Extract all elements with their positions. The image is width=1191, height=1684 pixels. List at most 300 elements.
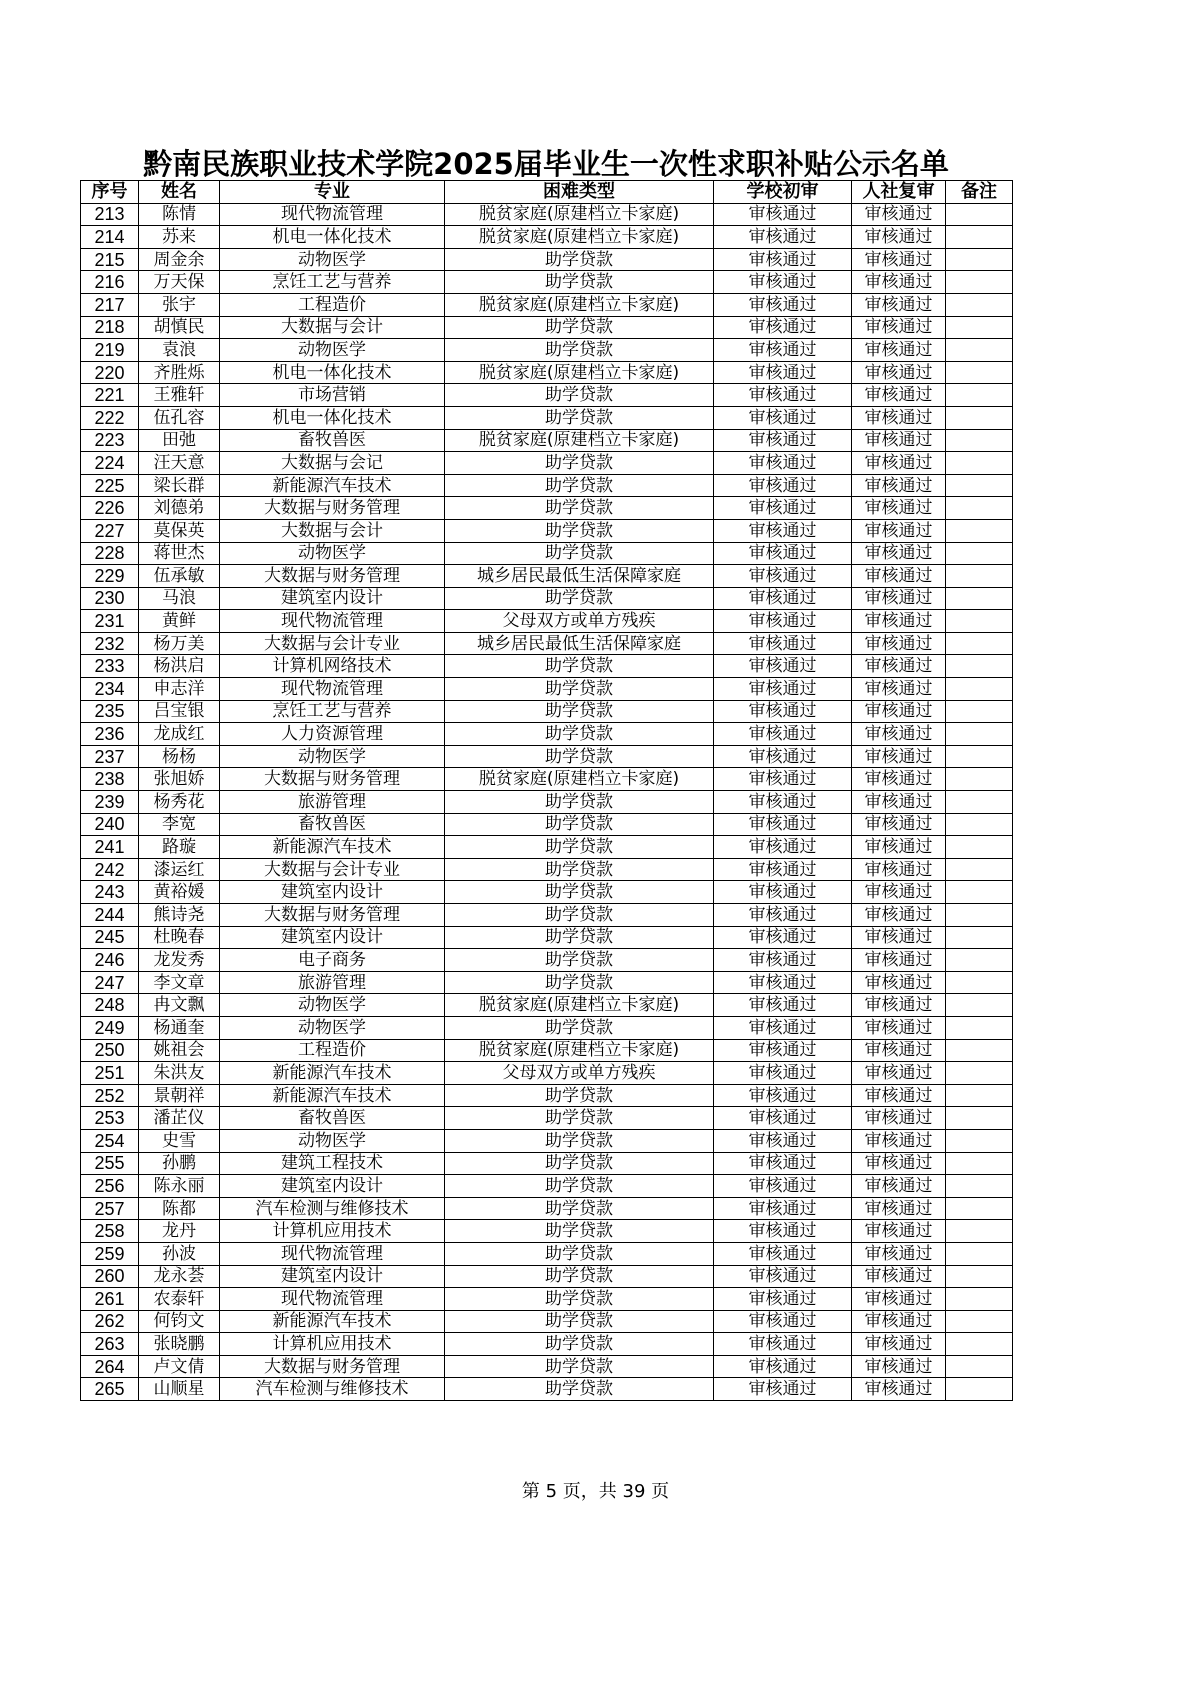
table-row — [81, 1152, 1013, 1175]
cell-school-review: 审核通过 — [714, 1333, 852, 1356]
cell-index: 219 — [81, 339, 139, 362]
cell-major: 大数据与财务管理 — [220, 497, 445, 520]
table-row — [81, 632, 1013, 655]
cell-name: 田弛 — [139, 429, 220, 452]
cell-major: 建筑室内设计 — [220, 1265, 445, 1288]
cell-index: 260 — [81, 1265, 139, 1288]
cell-index: 216 — [81, 271, 139, 294]
cell-hardship-type: 助学贷款 — [445, 813, 714, 836]
cell-remarks — [946, 971, 1013, 994]
cell-hardship-type: 助学贷款 — [445, 1333, 714, 1356]
cell-index: 239 — [81, 791, 139, 814]
cell-name: 王雅轩 — [139, 384, 220, 407]
table-row — [81, 1084, 1013, 1107]
cell-name: 姚祖会 — [139, 1039, 220, 1062]
cell-remarks — [946, 497, 1013, 520]
cell-major: 旅游管理 — [220, 971, 445, 994]
cell-name: 龙成红 — [139, 723, 220, 746]
table-row — [81, 339, 1013, 362]
cell-hr-review: 审核通过 — [852, 1242, 946, 1265]
table-row — [81, 384, 1013, 407]
cell-index: 227 — [81, 519, 139, 542]
cell-hr-review: 审核通过 — [852, 203, 946, 226]
cell-major: 新能源汽车技术 — [220, 1310, 445, 1333]
table-row — [81, 542, 1013, 565]
cell-remarks — [946, 632, 1013, 655]
cell-name: 万天保 — [139, 271, 220, 294]
cell-index: 233 — [81, 655, 139, 678]
cell-hardship-type: 助学贷款 — [445, 452, 714, 475]
cell-remarks — [946, 1265, 1013, 1288]
cell-major: 汽车检测与维修技术 — [220, 1197, 445, 1220]
cell-school-review: 审核通过 — [714, 1107, 852, 1130]
table-row — [81, 768, 1013, 791]
cell-hr-review: 审核通过 — [852, 429, 946, 452]
cell-hr-review: 审核通过 — [852, 1107, 946, 1130]
cell-index: 238 — [81, 768, 139, 791]
cell-hardship-type: 脱贫家庭(原建档立卡家庭) — [445, 994, 714, 1017]
cell-name: 杨通奎 — [139, 1016, 220, 1039]
cell-remarks — [946, 271, 1013, 294]
cell-hardship-type: 助学贷款 — [445, 1310, 714, 1333]
cell-hr-review: 审核通过 — [852, 316, 946, 339]
cell-school-review: 审核通过 — [714, 1084, 852, 1107]
cell-major: 新能源汽车技术 — [220, 474, 445, 497]
cell-school-review: 审核通过 — [714, 745, 852, 768]
cell-index: 242 — [81, 858, 139, 881]
cell-name: 汪天意 — [139, 452, 220, 475]
cell-index: 214 — [81, 226, 139, 249]
cell-major: 工程造价 — [220, 293, 445, 316]
cell-school-review: 审核通过 — [714, 406, 852, 429]
table-row — [81, 1378, 1013, 1401]
cell-school-review: 审核通过 — [714, 1265, 852, 1288]
table-row — [81, 497, 1013, 520]
table-row — [81, 858, 1013, 881]
cell-school-review: 审核通过 — [714, 384, 852, 407]
cell-name: 卢文倩 — [139, 1355, 220, 1378]
cell-major: 建筑室内设计 — [220, 881, 445, 904]
cell-major: 计算机应用技术 — [220, 1333, 445, 1356]
cell-index: 241 — [81, 836, 139, 859]
cell-hr-review: 审核通过 — [852, 858, 946, 881]
cell-name: 孙鹏 — [139, 1152, 220, 1175]
cell-name: 吕宝银 — [139, 700, 220, 723]
cell-major: 建筑室内设计 — [220, 587, 445, 610]
cell-index: 262 — [81, 1310, 139, 1333]
cell-hr-review: 审核通过 — [852, 1310, 946, 1333]
subsidy-table — [80, 180, 1013, 1401]
cell-major: 现代物流管理 — [220, 610, 445, 633]
cell-school-review: 审核通过 — [714, 565, 852, 588]
cell-school-review: 审核通过 — [714, 813, 852, 836]
cell-school-review: 审核通过 — [714, 293, 852, 316]
cell-remarks — [946, 1310, 1013, 1333]
table-row — [81, 248, 1013, 271]
cell-index: 225 — [81, 474, 139, 497]
cell-remarks — [946, 700, 1013, 723]
cell-remarks — [946, 768, 1013, 791]
cell-name: 龙丹 — [139, 1220, 220, 1243]
cell-hr-review: 审核通过 — [852, 406, 946, 429]
cell-hr-review: 审核通过 — [852, 339, 946, 362]
cell-name: 袁浪 — [139, 339, 220, 362]
cell-school-review: 审核通过 — [714, 610, 852, 633]
cell-hr-review: 审核通过 — [852, 926, 946, 949]
cell-remarks — [946, 587, 1013, 610]
cell-index: 256 — [81, 1175, 139, 1198]
cell-school-review: 审核通过 — [714, 1197, 852, 1220]
cell-name: 山顺星 — [139, 1378, 220, 1401]
cell-hardship-type: 助学贷款 — [445, 904, 714, 927]
cell-name: 伍承敏 — [139, 565, 220, 588]
table-row — [81, 723, 1013, 746]
cell-hardship-type: 助学贷款 — [445, 700, 714, 723]
cell-school-review: 审核通过 — [714, 1242, 852, 1265]
cell-name: 申志洋 — [139, 678, 220, 701]
header-name: 姓名 — [139, 181, 220, 204]
table-body — [81, 203, 1013, 1400]
cell-index: 244 — [81, 904, 139, 927]
header-hr-review: 人社复审 — [852, 181, 946, 204]
cell-hr-review: 审核通过 — [852, 1378, 946, 1401]
cell-school-review: 审核通过 — [714, 881, 852, 904]
cell-hr-review: 审核通过 — [852, 1355, 946, 1378]
table-row — [81, 1288, 1013, 1311]
table-row — [81, 836, 1013, 859]
cell-major: 畜牧兽医 — [220, 1107, 445, 1130]
table-row — [81, 1242, 1013, 1265]
cell-hr-review: 审核通过 — [852, 678, 946, 701]
cell-hr-review: 审核通过 — [852, 271, 946, 294]
cell-index: 248 — [81, 994, 139, 1017]
cell-hr-review: 审核通过 — [852, 519, 946, 542]
cell-index: 229 — [81, 565, 139, 588]
header-school-review: 学校初审 — [714, 181, 852, 204]
cell-remarks — [946, 1175, 1013, 1198]
cell-name: 孙波 — [139, 1242, 220, 1265]
cell-hr-review: 审核通过 — [852, 745, 946, 768]
cell-remarks — [946, 1039, 1013, 1062]
cell-remarks — [946, 384, 1013, 407]
cell-hr-review: 审核通过 — [852, 836, 946, 859]
cell-remarks — [946, 836, 1013, 859]
cell-remarks — [946, 904, 1013, 927]
cell-hardship-type: 助学贷款 — [445, 1355, 714, 1378]
cell-major: 大数据与会计专业 — [220, 632, 445, 655]
cell-remarks — [946, 1242, 1013, 1265]
cell-hr-review: 审核通过 — [852, 768, 946, 791]
cell-major: 动物医学 — [220, 745, 445, 768]
cell-school-review: 审核通过 — [714, 429, 852, 452]
cell-hardship-type: 助学贷款 — [445, 678, 714, 701]
cell-hr-review: 审核通过 — [852, 994, 946, 1017]
cell-remarks — [946, 293, 1013, 316]
cell-remarks — [946, 429, 1013, 452]
cell-school-review: 审核通过 — [714, 1039, 852, 1062]
cell-remarks — [946, 678, 1013, 701]
cell-school-review: 审核通过 — [714, 248, 852, 271]
cell-school-review: 审核通过 — [714, 271, 852, 294]
cell-major: 新能源汽车技术 — [220, 836, 445, 859]
cell-remarks — [946, 248, 1013, 271]
table-row — [81, 971, 1013, 994]
cell-hardship-type: 助学贷款 — [445, 316, 714, 339]
table-row — [81, 881, 1013, 904]
cell-index: 235 — [81, 700, 139, 723]
table-row — [81, 1333, 1013, 1356]
cell-name: 张晓鹏 — [139, 1333, 220, 1356]
cell-major: 现代物流管理 — [220, 1288, 445, 1311]
cell-hr-review: 审核通过 — [852, 1265, 946, 1288]
table-row — [81, 700, 1013, 723]
cell-major: 现代物流管理 — [220, 1242, 445, 1265]
cell-index: 230 — [81, 587, 139, 610]
cell-major: 建筑工程技术 — [220, 1152, 445, 1175]
cell-name: 景朝祥 — [139, 1084, 220, 1107]
cell-index: 263 — [81, 1333, 139, 1356]
cell-school-review: 审核通过 — [714, 452, 852, 475]
cell-name: 朱洪友 — [139, 1062, 220, 1085]
cell-hardship-type: 城乡居民最低生活保障家庭 — [445, 565, 714, 588]
header-remarks: 备注 — [946, 181, 1013, 204]
cell-name: 杨洪启 — [139, 655, 220, 678]
cell-index: 236 — [81, 723, 139, 746]
cell-hardship-type: 助学贷款 — [445, 1265, 714, 1288]
cell-hr-review: 审核通过 — [852, 452, 946, 475]
cell-index: 231 — [81, 610, 139, 633]
cell-index: 253 — [81, 1107, 139, 1130]
cell-hr-review: 审核通过 — [852, 1152, 946, 1175]
cell-school-review: 审核通过 — [714, 226, 852, 249]
cell-remarks — [946, 203, 1013, 226]
cell-index: 249 — [81, 1016, 139, 1039]
cell-school-review: 审核通过 — [714, 971, 852, 994]
cell-remarks — [946, 452, 1013, 475]
cell-index: 246 — [81, 949, 139, 972]
cell-hardship-type: 助学贷款 — [445, 1016, 714, 1039]
cell-remarks — [946, 1355, 1013, 1378]
cell-hardship-type: 助学贷款 — [445, 406, 714, 429]
cell-hr-review: 审核通过 — [852, 904, 946, 927]
cell-hardship-type: 助学贷款 — [445, 384, 714, 407]
cell-hardship-type: 助学贷款 — [445, 723, 714, 746]
cell-remarks — [946, 994, 1013, 1017]
table-row — [81, 519, 1013, 542]
cell-hr-review: 审核通过 — [852, 474, 946, 497]
table-row — [81, 565, 1013, 588]
cell-major: 大数据与会记 — [220, 452, 445, 475]
cell-index: 261 — [81, 1288, 139, 1311]
cell-hr-review: 审核通过 — [852, 1197, 946, 1220]
table-row — [81, 791, 1013, 814]
cell-school-review: 审核通过 — [714, 632, 852, 655]
cell-major: 动物医学 — [220, 994, 445, 1017]
cell-hr-review: 审核通过 — [852, 1016, 946, 1039]
table-row — [81, 949, 1013, 972]
header-major: 专业 — [220, 181, 445, 204]
cell-remarks — [946, 723, 1013, 746]
cell-hardship-type: 助学贷款 — [445, 1152, 714, 1175]
table-row — [81, 1265, 1013, 1288]
table-row — [81, 926, 1013, 949]
cell-index: 223 — [81, 429, 139, 452]
table-header-row — [81, 181, 1013, 204]
cell-hardship-type: 助学贷款 — [445, 655, 714, 678]
cell-major: 大数据与会计 — [220, 316, 445, 339]
cell-school-review: 审核通过 — [714, 858, 852, 881]
cell-hardship-type: 助学贷款 — [445, 519, 714, 542]
cell-name: 莫保英 — [139, 519, 220, 542]
cell-major: 现代物流管理 — [220, 203, 445, 226]
cell-major: 畜牧兽医 — [220, 429, 445, 452]
table-row — [81, 1197, 1013, 1220]
cell-school-review: 审核通过 — [714, 723, 852, 746]
cell-index: 218 — [81, 316, 139, 339]
cell-school-review: 审核通过 — [714, 1129, 852, 1152]
table-row — [81, 1039, 1013, 1062]
cell-remarks — [946, 226, 1013, 249]
cell-index: 245 — [81, 926, 139, 949]
cell-school-review: 审核通过 — [714, 949, 852, 972]
cell-remarks — [946, 1129, 1013, 1152]
cell-name: 陈情 — [139, 203, 220, 226]
cell-name: 史雪 — [139, 1129, 220, 1152]
cell-remarks — [946, 542, 1013, 565]
cell-hardship-type: 城乡居民最低生活保障家庭 — [445, 632, 714, 655]
cell-index: 217 — [81, 293, 139, 316]
cell-hardship-type: 脱贫家庭(原建档立卡家庭) — [445, 361, 714, 384]
cell-hr-review: 审核通过 — [852, 881, 946, 904]
cell-hardship-type: 助学贷款 — [445, 881, 714, 904]
cell-hr-review: 审核通过 — [852, 1288, 946, 1311]
cell-school-review: 审核通过 — [714, 768, 852, 791]
cell-school-review: 审核通过 — [714, 1152, 852, 1175]
cell-index: 220 — [81, 361, 139, 384]
cell-index: 265 — [81, 1378, 139, 1401]
cell-hardship-type: 助学贷款 — [445, 836, 714, 859]
table-row — [81, 316, 1013, 339]
cell-name: 杨万美 — [139, 632, 220, 655]
cell-name: 杨杨 — [139, 745, 220, 768]
cell-remarks — [946, 1378, 1013, 1401]
cell-hardship-type: 助学贷款 — [445, 1129, 714, 1152]
cell-major: 大数据与财务管理 — [220, 1355, 445, 1378]
cell-hr-review: 审核通过 — [852, 1175, 946, 1198]
table-row — [81, 226, 1013, 249]
cell-major: 电子商务 — [220, 949, 445, 972]
cell-hardship-type: 助学贷款 — [445, 858, 714, 881]
cell-major: 建筑室内设计 — [220, 926, 445, 949]
cell-index: 243 — [81, 881, 139, 904]
cell-index: 254 — [81, 1129, 139, 1152]
cell-remarks — [946, 858, 1013, 881]
cell-name: 潘芷仪 — [139, 1107, 220, 1130]
cell-hardship-type: 助学贷款 — [445, 1242, 714, 1265]
cell-name: 杜晚春 — [139, 926, 220, 949]
cell-school-review: 审核通过 — [714, 203, 852, 226]
cell-hr-review: 审核通过 — [852, 1062, 946, 1085]
cell-remarks — [946, 361, 1013, 384]
cell-index: 221 — [81, 384, 139, 407]
cell-name: 熊诗尧 — [139, 904, 220, 927]
cell-school-review: 审核通过 — [714, 791, 852, 814]
cell-index: 240 — [81, 813, 139, 836]
cell-hr-review: 审核通过 — [852, 971, 946, 994]
cell-hardship-type: 助学贷款 — [445, 542, 714, 565]
cell-index: 232 — [81, 632, 139, 655]
table-row — [81, 1310, 1013, 1333]
cell-index: 252 — [81, 1084, 139, 1107]
cell-hardship-type: 助学贷款 — [445, 474, 714, 497]
table-row — [81, 745, 1013, 768]
cell-index: 264 — [81, 1355, 139, 1378]
cell-name: 农泰轩 — [139, 1288, 220, 1311]
cell-major: 大数据与财务管理 — [220, 565, 445, 588]
table-row — [81, 452, 1013, 475]
cell-index: 237 — [81, 745, 139, 768]
cell-index: 224 — [81, 452, 139, 475]
table-row — [81, 1062, 1013, 1085]
cell-name: 陈永丽 — [139, 1175, 220, 1198]
cell-major: 新能源汽车技术 — [220, 1062, 445, 1085]
cell-hr-review: 审核通过 — [852, 384, 946, 407]
cell-major: 汽车检测与维修技术 — [220, 1378, 445, 1401]
cell-remarks — [946, 406, 1013, 429]
cell-hr-review: 审核通过 — [852, 723, 946, 746]
table-row — [81, 293, 1013, 316]
cell-school-review: 审核通过 — [714, 655, 852, 678]
cell-remarks — [946, 1197, 1013, 1220]
cell-major: 动物医学 — [220, 542, 445, 565]
cell-school-review: 审核通过 — [714, 519, 852, 542]
cell-major: 工程造价 — [220, 1039, 445, 1062]
table-row — [81, 474, 1013, 497]
cell-name: 黄裕媛 — [139, 881, 220, 904]
cell-hardship-type: 助学贷款 — [445, 745, 714, 768]
cell-school-review: 审核通过 — [714, 904, 852, 927]
cell-hr-review: 审核通过 — [852, 632, 946, 655]
cell-hr-review: 审核通过 — [852, 1084, 946, 1107]
cell-hardship-type: 脱贫家庭(原建档立卡家庭) — [445, 429, 714, 452]
cell-hardship-type: 助学贷款 — [445, 1107, 714, 1130]
cell-hr-review: 审核通过 — [852, 655, 946, 678]
cell-remarks — [946, 926, 1013, 949]
cell-index: 251 — [81, 1062, 139, 1085]
cell-hardship-type: 助学贷款 — [445, 587, 714, 610]
cell-major: 新能源汽车技术 — [220, 1084, 445, 1107]
cell-hr-review: 审核通过 — [852, 361, 946, 384]
cell-major: 动物医学 — [220, 248, 445, 271]
cell-school-review: 审核通过 — [714, 836, 852, 859]
cell-school-review: 审核通过 — [714, 926, 852, 949]
cell-name: 刘德弟 — [139, 497, 220, 520]
cell-name: 龙永荟 — [139, 1265, 220, 1288]
cell-school-review: 审核通过 — [714, 1355, 852, 1378]
cell-hardship-type: 助学贷款 — [445, 1197, 714, 1220]
cell-index: 250 — [81, 1039, 139, 1062]
cell-hr-review: 审核通过 — [852, 1039, 946, 1062]
cell-hardship-type: 父母双方或单方残疾 — [445, 610, 714, 633]
cell-name: 伍孔容 — [139, 406, 220, 429]
cell-school-review: 审核通过 — [714, 1175, 852, 1198]
table-row — [81, 1175, 1013, 1198]
cell-remarks — [946, 949, 1013, 972]
table-row — [81, 904, 1013, 927]
page-footer: 第 5 页，共 39 页 — [521, 1481, 670, 1502]
cell-school-review: 审核通过 — [714, 316, 852, 339]
cell-index: 226 — [81, 497, 139, 520]
